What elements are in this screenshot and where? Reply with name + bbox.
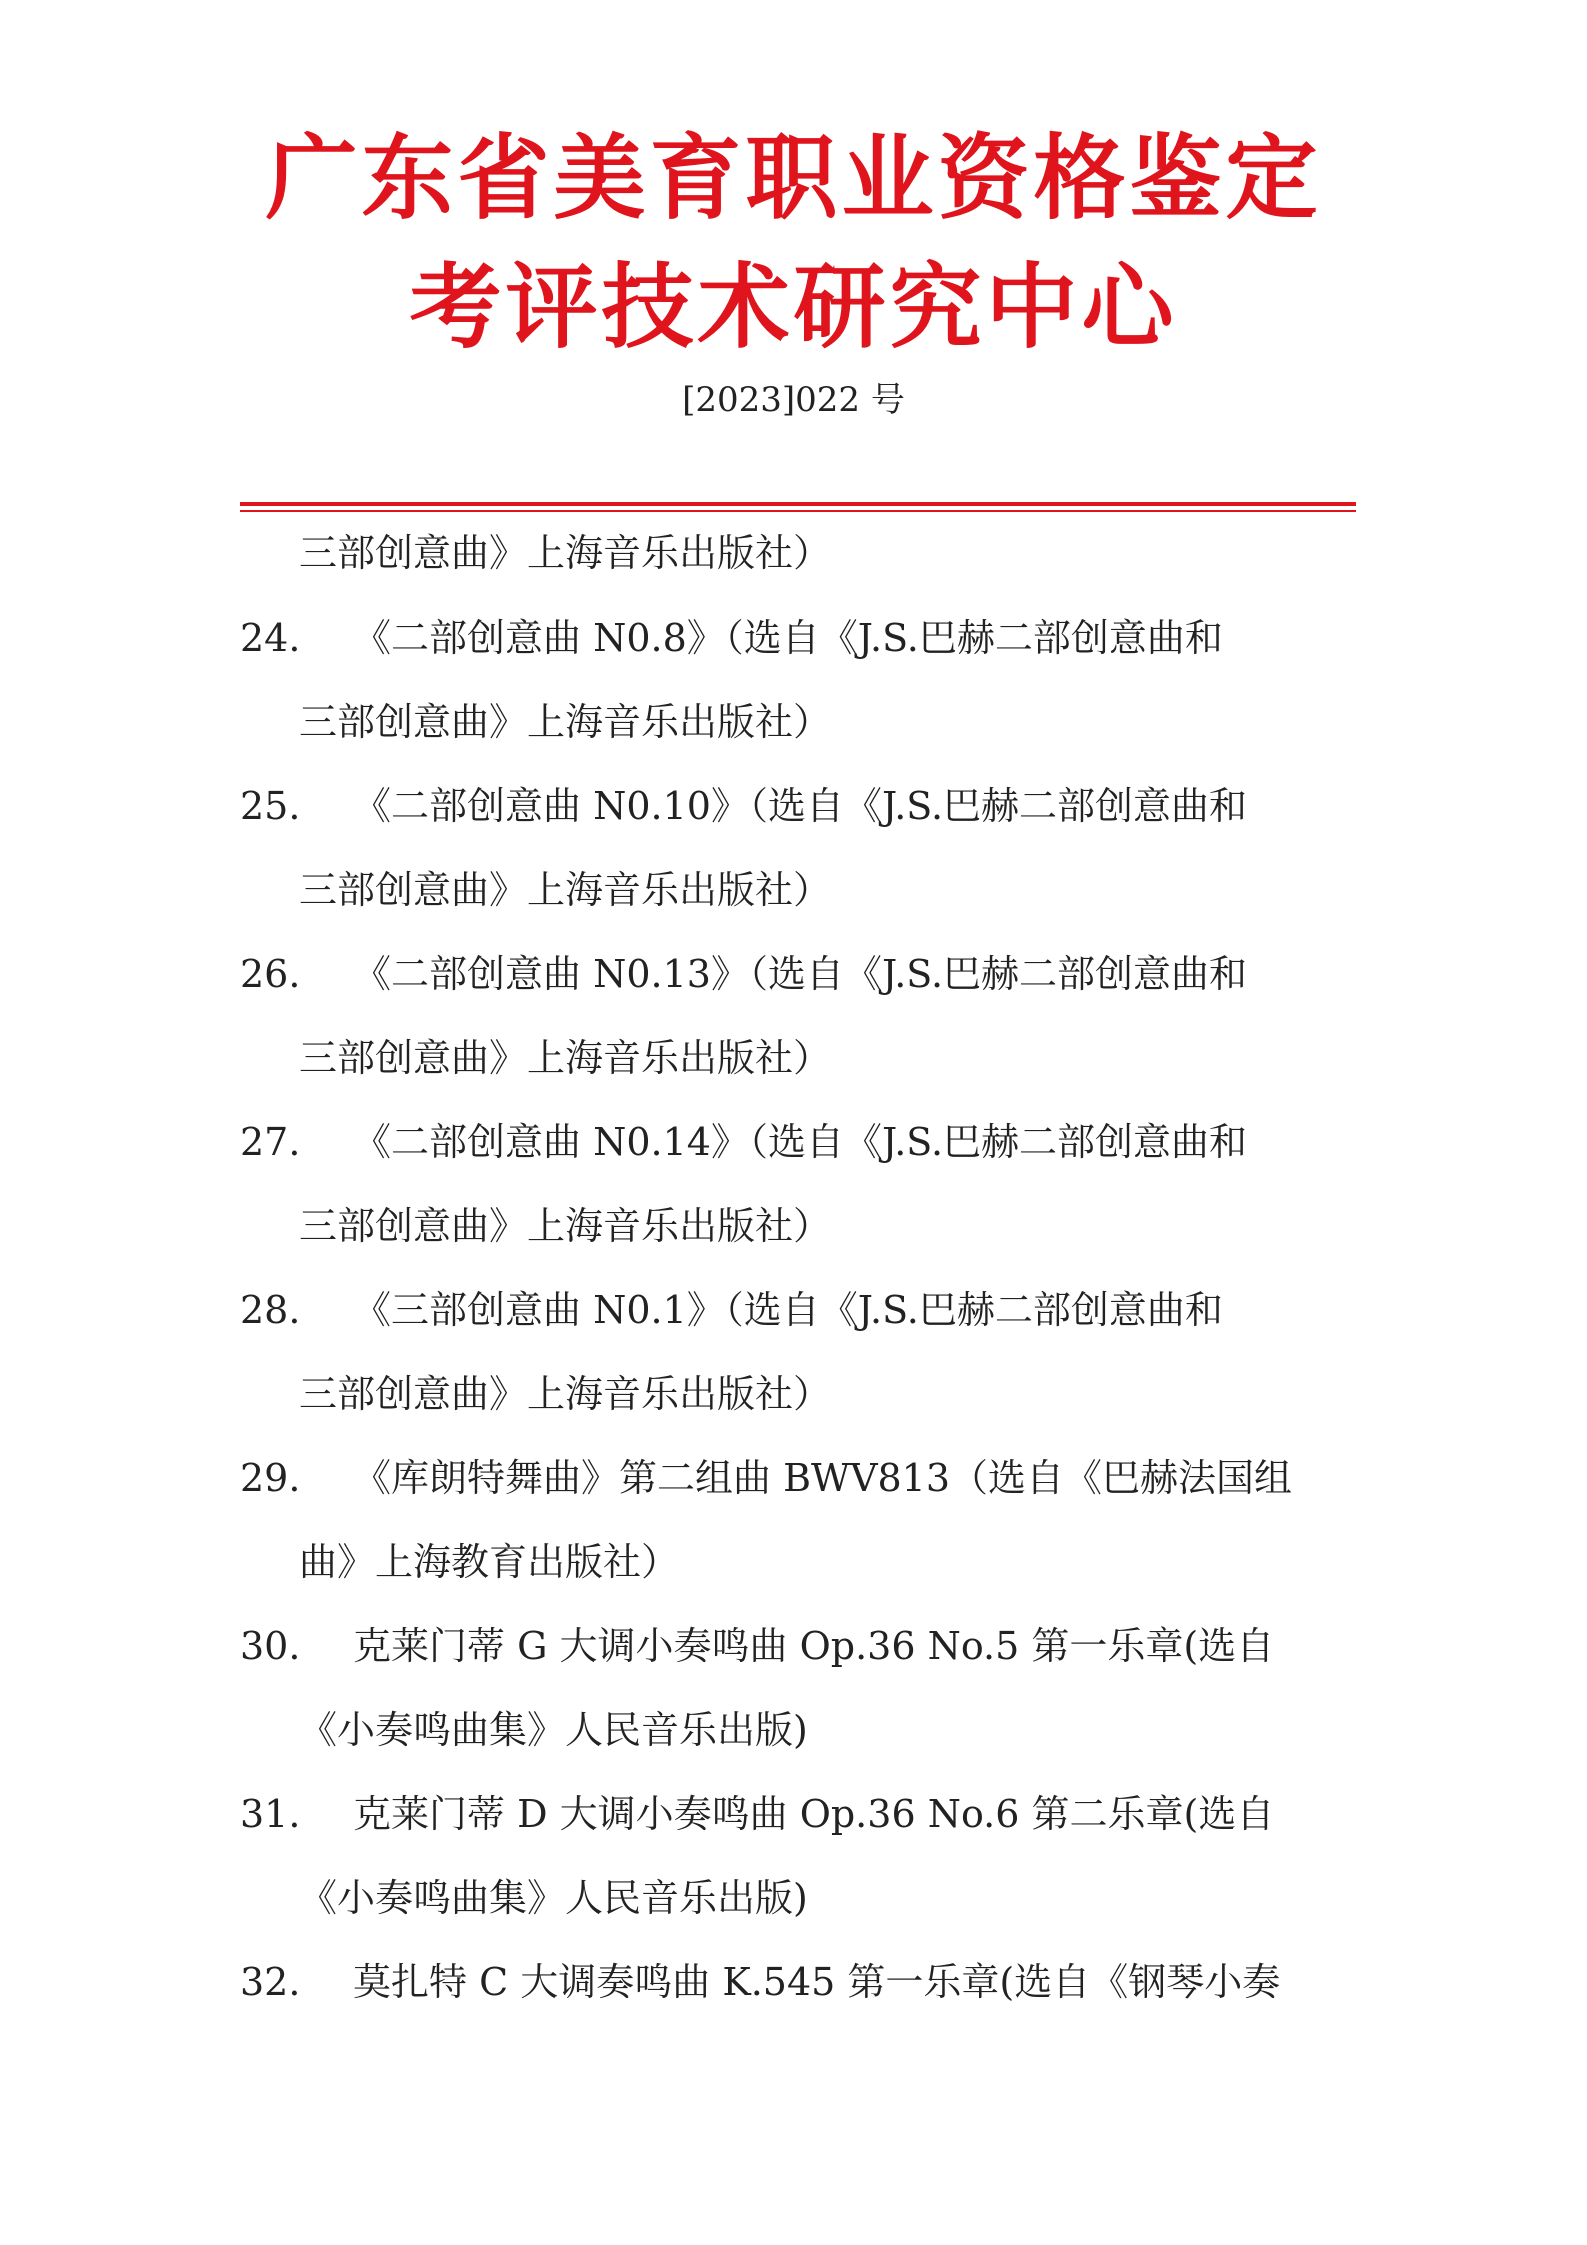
list-item-continuation bbox=[0, 1369, 1587, 1419]
document-number: [2023]022 号 bbox=[682, 380, 905, 420]
list-item bbox=[0, 613, 1587, 663]
list-item bbox=[0, 1285, 1587, 1335]
item-number: 24. bbox=[240, 616, 301, 660]
list-item bbox=[0, 781, 1587, 831]
item-text-continued: 《小奏鸣曲集》人民音乐出版) bbox=[299, 1876, 808, 1920]
item-text-continued: 《小奏鸣曲集》人民音乐出版) bbox=[299, 1708, 808, 1752]
item-text-continued: 三部创意曲》上海音乐出版社） bbox=[299, 1036, 832, 1080]
list-item bbox=[0, 1453, 1587, 1503]
list-item-continuation bbox=[0, 528, 1587, 578]
list-item bbox=[0, 1117, 1587, 1167]
item-number: 30. bbox=[240, 1624, 301, 1668]
list-item-continuation bbox=[0, 1873, 1587, 1923]
item-text: 《二部创意曲 N0.8》（选自《J.S.巴赫二部创意曲和 bbox=[353, 616, 1223, 660]
header-title-line2: 考评技术研究中心 bbox=[409, 254, 1178, 361]
header-title-line1: 广东省美育职业资格鉴定 bbox=[265, 125, 1322, 232]
item-number: 32. bbox=[240, 1960, 301, 2004]
item-text-continued: 三部创意曲》上海音乐出版社） bbox=[299, 700, 832, 744]
list-item-continuation bbox=[0, 697, 1587, 747]
list-item-continuation bbox=[0, 1537, 1587, 1587]
item-text-continued: 三部创意曲》上海音乐出版社） bbox=[299, 1372, 832, 1416]
item-text: 克莱门蒂 D 大调小奏鸣曲 Op.36 No.6 第二乐章(选自 bbox=[353, 1792, 1275, 1836]
item-number: 26. bbox=[240, 952, 301, 996]
list-item bbox=[0, 1621, 1587, 1671]
list-item bbox=[0, 1789, 1587, 1839]
list-item bbox=[0, 1957, 1587, 2007]
item-text: 《二部创意曲 N0.13》（选自《J.S.巴赫二部创意曲和 bbox=[353, 952, 1248, 996]
item-text: 《二部创意曲 N0.10》（选自《J.S.巴赫二部创意曲和 bbox=[353, 784, 1248, 828]
item-text-continued: 三部创意曲》上海音乐出版社） bbox=[299, 531, 832, 575]
item-text-continued: 三部创意曲》上海音乐出版社） bbox=[299, 868, 832, 912]
item-number: 28. bbox=[240, 1288, 301, 1332]
item-text: 《库朗特舞曲》第二组曲 BWV813（选自《巴赫法国组 bbox=[353, 1456, 1293, 1500]
list-item bbox=[0, 949, 1587, 999]
list-item-continuation bbox=[0, 1033, 1587, 1083]
item-number: 29. bbox=[240, 1456, 301, 1500]
list-item-continuation bbox=[0, 1201, 1587, 1251]
item-text: 莫扎特 C 大调奏鸣曲 K.545 第一乐章(选自《钢琴小奏 bbox=[353, 1960, 1281, 2004]
item-text-continued: 三部创意曲》上海音乐出版社） bbox=[299, 1204, 832, 1248]
item-number: 27. bbox=[240, 1120, 301, 1164]
item-text: 《三部创意曲 N0.1》（选自《J.S.巴赫二部创意曲和 bbox=[353, 1288, 1223, 1332]
list-item-continuation bbox=[0, 865, 1587, 915]
item-number: 25. bbox=[240, 784, 301, 828]
item-text: 《二部创意曲 N0.14》（选自《J.S.巴赫二部创意曲和 bbox=[353, 1120, 1248, 1164]
item-text: 克莱门蒂 G 大调小奏鸣曲 Op.36 No.5 第一乐章(选自 bbox=[353, 1624, 1275, 1668]
item-number: 31. bbox=[240, 1792, 301, 1836]
list-item-continuation bbox=[0, 1705, 1587, 1755]
item-text-continued: 曲》上海教育出版社） bbox=[299, 1540, 680, 1584]
